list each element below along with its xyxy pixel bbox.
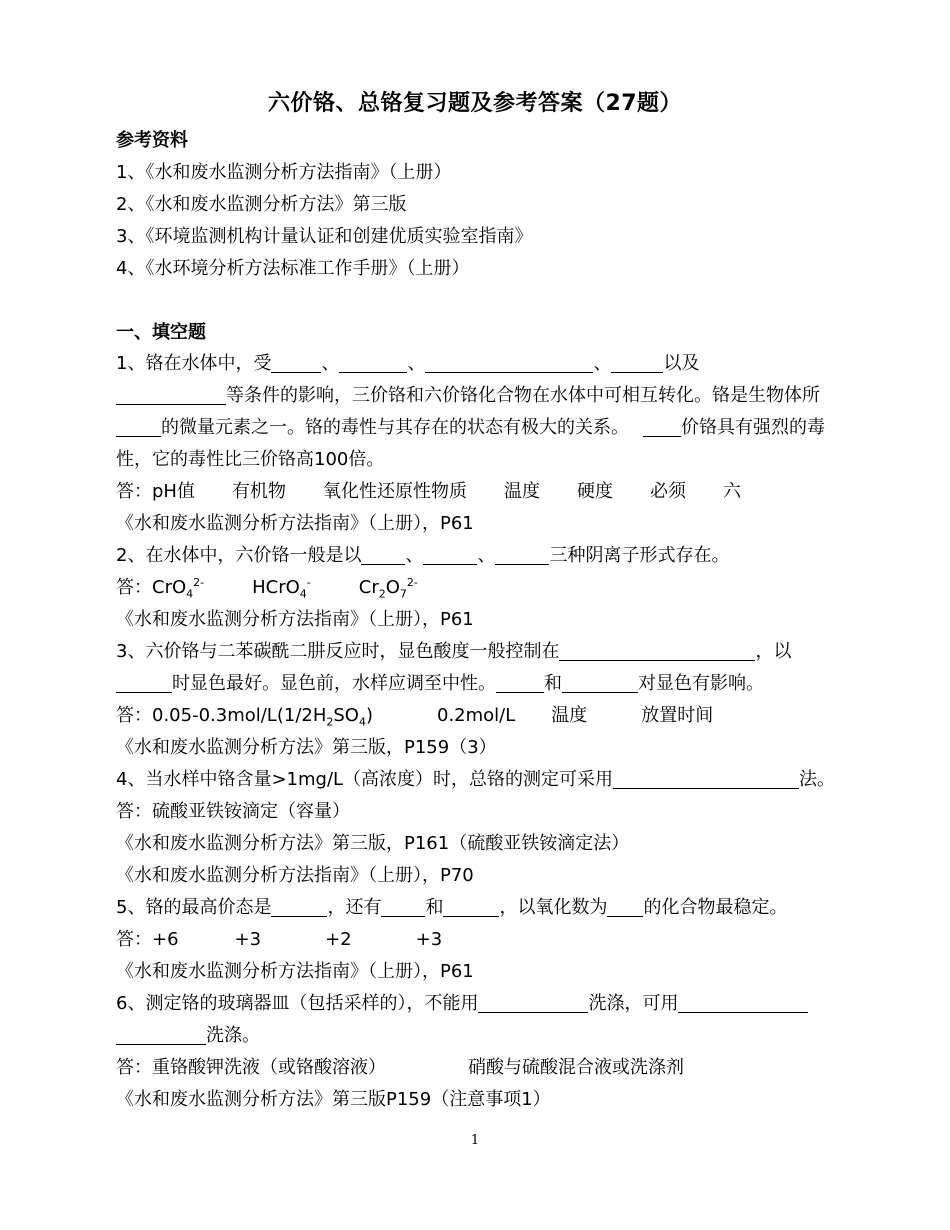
question-2-line-1: 2、在水体中，六价铬一般是以 、 、 三种阴离子形式存在。: [116, 545, 730, 566]
reference-item: 1、《水和废水监测分析方法指南》（上册）: [116, 162, 452, 183]
blank: [116, 672, 172, 693]
blank: [361, 544, 405, 565]
blank: [443, 896, 499, 917]
blank: [678, 992, 808, 1013]
blank: [423, 544, 477, 565]
question-6-line-1: 6、测定铬的玻璃器皿（包括采样的），不能用 洗涤，可用: [116, 992, 838, 1016]
blank: [613, 768, 799, 789]
question-4-source: 《水和废水监测分析方法》第三版，P161（硫酸亚铁铵滴定法）: [116, 833, 630, 854]
question-1-line-3: 的微量元素之一。铬的毒性与其存在的状态有极大的关系。 价铬具有强烈的毒: [116, 416, 838, 440]
page-number: 1: [470, 1133, 480, 1148]
reference-item: 3、《环境监测机构计量认证和创建优质实验室指南》: [116, 226, 533, 247]
blank: [425, 352, 593, 373]
question-5-source: 《水和废水监测分析方法指南》（上册），P61: [116, 961, 474, 982]
question-1-line-1: 1、铬在水体中，受 、 、 、 以及: [116, 353, 700, 374]
references-heading: 参考资料: [116, 130, 188, 151]
blank: [271, 896, 327, 917]
dichromate-ion: $Cr_2O_7^{2-}$: [358, 576, 418, 601]
blank: [478, 992, 588, 1013]
section-heading: 一、填空题: [116, 322, 206, 343]
question-6-answer: 答：重铬酸钾洗液（或铬酸溶液） 硝酸与硫酸混合液或洗涤剂: [116, 1057, 684, 1078]
blank: [611, 352, 663, 373]
document-title: 六价铬、总铬复习题及参考答案（27题）: [267, 91, 683, 116]
blank: [495, 544, 549, 565]
blank: [339, 352, 407, 373]
blank: [643, 416, 681, 437]
blank: [116, 384, 226, 405]
question-6-source: 《水和废水监测分析方法》第三版P159（注意事项1）: [116, 1089, 551, 1110]
blank: [381, 896, 425, 917]
question-3-line-1: 3、六价铬与二苯碳酰二肼反应时，显色酸度一般控制在 ，以: [116, 641, 792, 662]
question-2-source: 《水和废水监测分析方法指南》（上册），P61: [116, 609, 474, 630]
question-6-line-2: 洗涤。: [116, 1024, 838, 1048]
question-4-source: 《水和废水监测分析方法指南》（上册），P70: [116, 865, 474, 886]
blank: [271, 352, 321, 373]
question-3-line-2: 时显色最好。显色前，水样应调至中性。 和 对显色有影响。: [116, 672, 838, 696]
question-4-answer: 答：硫酸亚铁铵滴定（容量）: [116, 801, 350, 822]
blank: [496, 672, 544, 693]
question-2-answer: 答：CrO$_4^{2-}$ HCrO$_4$- $Cr_2O_7^{2-}$: [116, 576, 418, 601]
blank: [116, 1024, 206, 1045]
question-1-line-4: 性，它的毒性比三价铬高100倍。: [116, 449, 385, 470]
question-1-source: 《水和废水监测分析方法指南》（上册），P61: [116, 513, 474, 534]
blank: [562, 672, 638, 693]
question-5-answer: 答：+6 +3 +2 +3: [116, 929, 443, 950]
question-5-line-1: 5、铬的最高价态是 ，还有 和 ，以氧化数为 的化合物最稳定。: [116, 897, 788, 918]
reference-item: 2、《水和废水监测分析方法》第三版: [116, 194, 407, 215]
question-3-answer: 答：$0.05-0.3mol/L(1/2H_2SO_4)$ 0.2mol/L 温度 放置时间: [116, 705, 714, 729]
hydrogen-chromate-ion: HCrO$_4$-: [252, 576, 311, 601]
blank: [559, 640, 755, 661]
question-1-line-2: 等条件的影响，三价铬和六价铬化合物在水体中可相互转化。铬是生物体所: [116, 384, 838, 408]
reference-item: 4、《水环境分析方法标准工作手册》（上册）: [116, 258, 470, 279]
blank: [116, 416, 161, 437]
question-3-source: 《水和废水监测分析方法》第三版，P159（3）: [116, 737, 497, 758]
chromate-ion: CrO$_4^{2-}$: [152, 576, 205, 601]
question-4-line-1: 4、当水样中铬含量>1mg/L（高浓度）时，总铬的测定可采用 法。: [116, 769, 836, 790]
blank: [607, 896, 643, 917]
question-1-answer: 答：pH值 有机物 氧化性还原性物质 温度 硬度 必须 六: [116, 481, 741, 502]
